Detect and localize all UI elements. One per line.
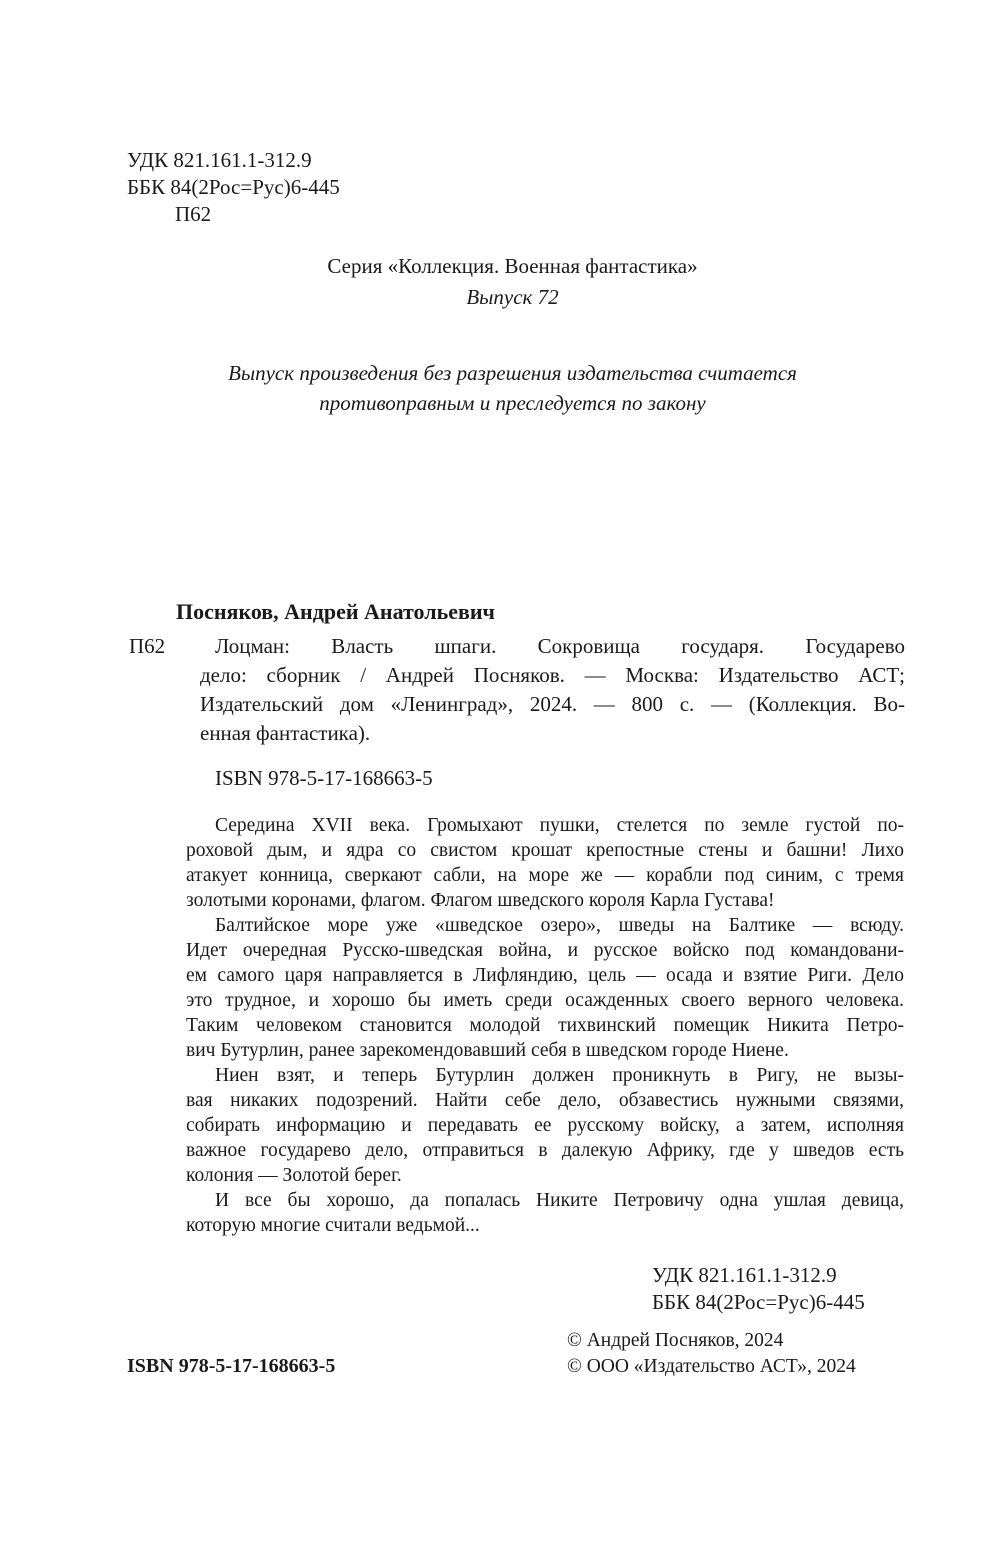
record-author-mark: П62 <box>129 634 166 658</box>
annotation-line: колония — Золотой берег. <box>186 1165 402 1186</box>
copyright-author: © Андрей Посняков, 2024 <box>567 1330 784 1351</box>
udk-code-bottom: УДК 821.161.1-312.9 <box>652 1263 837 1287</box>
bbk-code: ББК 84(2Рос=Рус)6-445 <box>127 175 340 199</box>
bbk-code-bottom: ББК 84(2Рос=Рус)6-445 <box>652 1290 865 1314</box>
annotation-line: собирать информацию и передавать ее русскому войску, а затем, исполняя <box>186 1115 904 1136</box>
series-issue: Выпуск 72 <box>466 285 559 309</box>
series-title: Серия «Коллекция. Военная фантастика» <box>327 254 698 278</box>
record-isbn: ISBN 978-5-17-168663-5 <box>215 766 433 790</box>
record-line: Издательский дом «Ленинград», 2024. — 800 с. — (Коллекция. Во- <box>200 692 905 716</box>
record-line: дело: сборник / Андрей Посняков. — Москва: Издательство АСТ; <box>200 663 905 687</box>
annotation-line: ем самого царя направляется в Лифляндию, цель — осада и взятие Риги. Дело <box>186 965 904 986</box>
annotation-line: Идет очередная Русско-шведская война, и русское войско под командовани- <box>186 940 904 961</box>
annotation-line: Балтийское море уже «шведское озеро», шведы на Балтике — всюду. <box>215 915 904 936</box>
copyright-warning-line: Выпуск произведения без разрешения издательства считается <box>228 361 797 385</box>
isbn-bottom: ISBN 978-5-17-168663-5 <box>127 1355 336 1377</box>
record-author: Посняков, Андрей Анатольевич <box>176 599 495 624</box>
annotation-line: И все бы хорошо, да попалась Никите Петровичу одна ушлая девица, <box>215 1190 904 1211</box>
author-mark: П62 <box>175 202 212 226</box>
annotation-line: которую многие считали ведьмой... <box>186 1215 480 1236</box>
copyright-publisher: © ООО «Издательство АСТ», 2024 <box>567 1356 856 1377</box>
copyright-warning-line: противоправным и преследуется по закону <box>319 391 706 415</box>
annotation-line: роховой дым, и ядра со свистом крошат крепостные стены и башни! Лихо <box>186 840 904 861</box>
udk-code: УДК 821.161.1-312.9 <box>127 148 312 172</box>
annotation-line: Середина XVII века. Громыхают пушки, стелется по земле густой по- <box>215 815 904 836</box>
record-line: енная фантастика). <box>200 721 371 745</box>
record-line: Лоцман: Власть шпаги. Сокровища государя. Государево <box>215 634 905 658</box>
annotation-line: Ниен взят, и теперь Бутурлин должен проникнуть в Ригу, не вызы- <box>215 1065 904 1086</box>
annotation-line: атакует конница, сверкают сабли, на море же — корабли под синим, с тремя <box>186 865 904 886</box>
annotation-line: Таким человеком становится молодой тихвинский помещик Никита Петро- <box>186 1015 904 1036</box>
annotation-line: важное государево дело, отправиться в далекую Африку, где у шведов есть <box>186 1140 904 1161</box>
annotation-line: золотыми коронами, флагом. Флагом шведского короля Карла Густава! <box>186 890 775 911</box>
annotation-line: вич Бутурлин, ранее зарекомендовавший себя в шведском городе Ниене. <box>186 1040 789 1061</box>
annotation-line: вая никаких подозрений. Найти себе дело, обзавестись нужными связями, <box>186 1090 904 1111</box>
annotation-line: это трудное, и хорошо бы иметь среди осажденных своего верного человека. <box>186 990 904 1011</box>
